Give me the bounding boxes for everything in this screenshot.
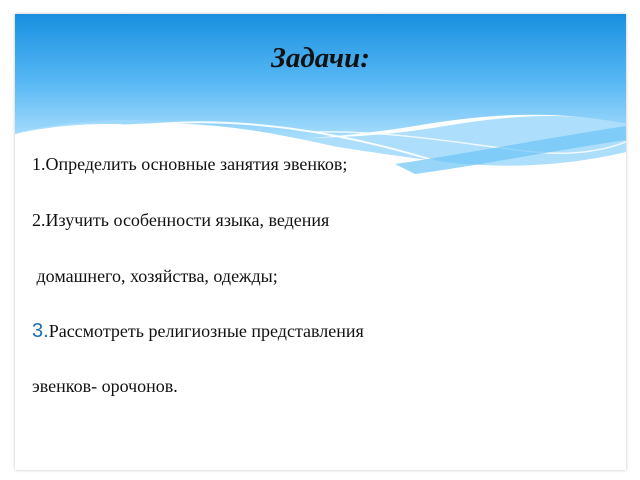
task-item-1: 1.Определить основные занятия эвенков; xyxy=(32,154,348,174)
task-item-3-continued: эвенков- орочонов. xyxy=(32,376,178,396)
slide xyxy=(15,14,626,470)
slide-title: Задачи: xyxy=(271,42,370,74)
task-item-3-number: 3. xyxy=(32,320,49,342)
task-item-2-continued: домашнего, хозяйства, одежды; xyxy=(32,266,278,286)
task-item-3-text: Рассмотреть религиозные представления xyxy=(48,321,364,341)
task-item-3 xyxy=(32,320,364,343)
task-item-2: 2.Изучить особенности языка, ведения xyxy=(32,210,330,230)
